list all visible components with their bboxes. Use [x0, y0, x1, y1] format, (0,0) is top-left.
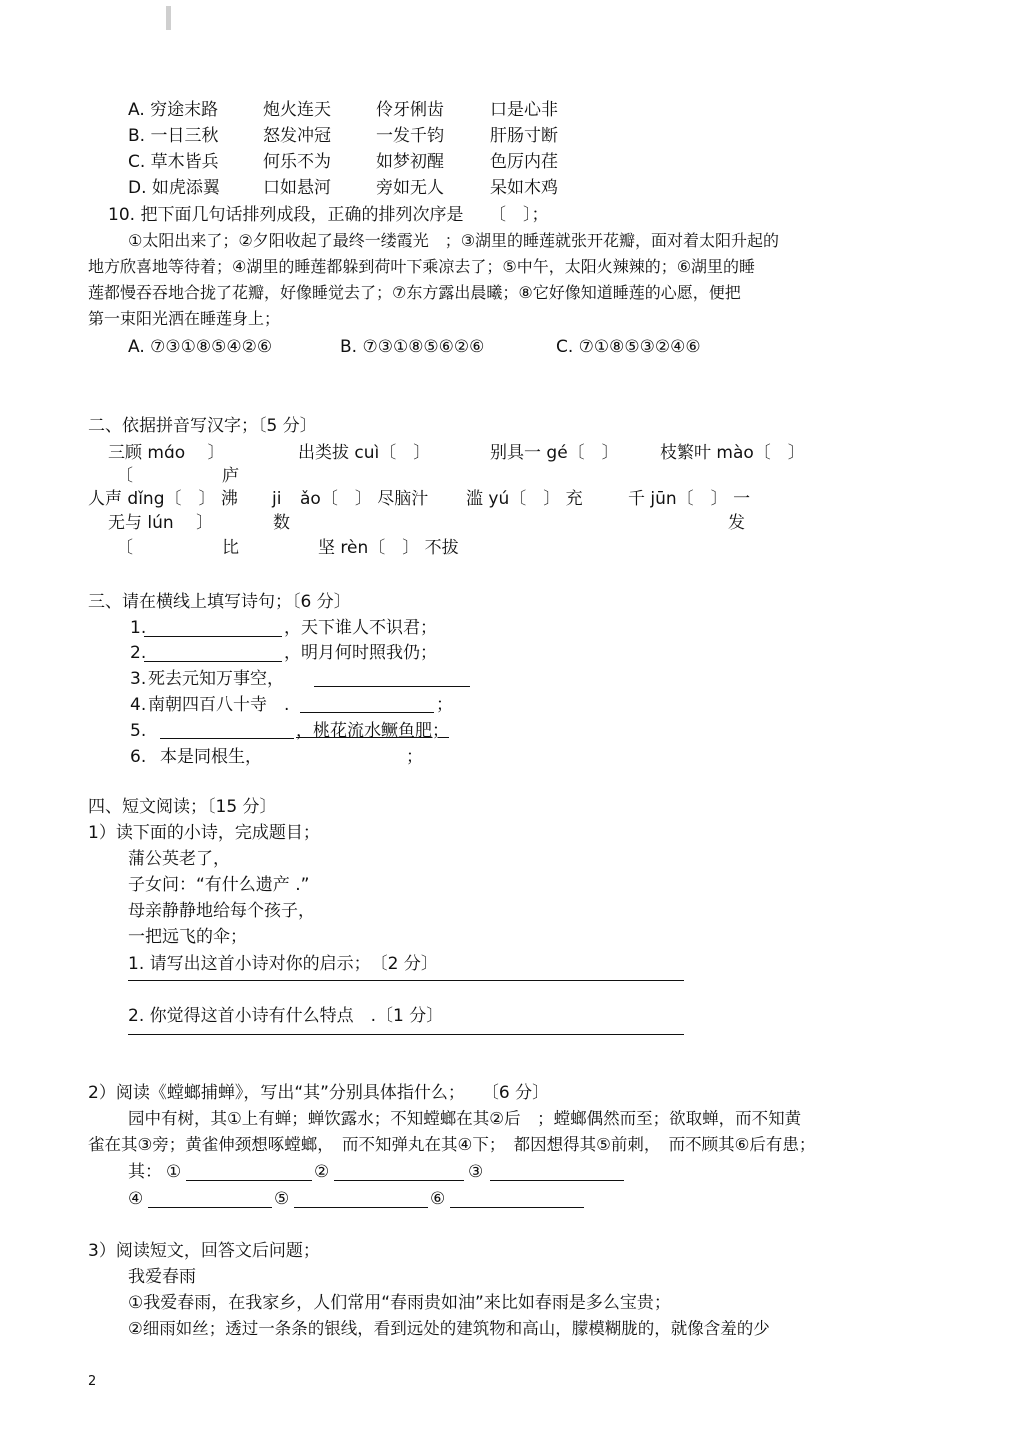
poem-item-text: ，明月何时照我仍； — [284, 643, 437, 663]
blank-number: ③ — [468, 1162, 484, 1182]
answer-blank[interactable] — [144, 661, 282, 662]
poem-line: 子女问：“有什么遗产 .” — [128, 875, 310, 895]
q9-option-d-item: 口如悬河 — [263, 178, 331, 198]
pinyin-fragment: 庐 — [222, 466, 239, 486]
poem-item-semicolon: ； — [436, 695, 453, 715]
q9-option-c-label: C. 草木皆兵 — [128, 152, 219, 172]
reading-2-line: 雀在其③旁；黄雀伸颈想啄螳螂， 而不知弹丸在其④下； 都因想得其⑤前刺， 而不顾其⑥后有患； — [88, 1135, 816, 1154]
poem-item-text: 南朝四百八十寺 . — [148, 695, 290, 715]
section2-heading: 二、依据拼音写汉字；〔5 分〕 — [88, 416, 317, 436]
pinyin-item: 别具一 gé〔 〕 — [490, 443, 619, 463]
q9-option-b-item: 一发千钧 — [376, 126, 444, 146]
q10-stem: 10. 把下面几句话排列成段，正确的排列次序是 〔 〕； — [108, 205, 549, 225]
q10-line: 地方欣喜地等待着；④湖里的睡莲都躲到荷叶下乘凉去了；⑤中午，太阳火辣辣的；⑥湖里的睡 — [88, 257, 756, 276]
essay-line: ②细雨如丝；透过一条条的银线，看到远处的建筑物和高山，朦模糊胧的，就像含羞的少 — [128, 1319, 770, 1338]
poem-item-semicolon: ； — [406, 747, 423, 767]
answer-blank[interactable] — [144, 636, 282, 637]
blank-number: ① — [166, 1162, 182, 1182]
poem-item-number: 1. — [130, 618, 147, 638]
pinyin-item: 滥 yú〔 〕 充 — [466, 489, 583, 509]
poem-item-number: 5. — [130, 721, 147, 741]
answer-line[interactable] — [128, 1034, 684, 1035]
q9-option-c-item: 色厉内荏 — [490, 152, 558, 172]
poem-item-number: 3. — [130, 669, 147, 689]
blank-number: ⑤ — [274, 1189, 290, 1209]
q9-option-a-item: 伶牙俐齿 — [376, 100, 444, 120]
poem-line: 母亲静静地给每个孩子， — [128, 901, 315, 921]
pinyin-fragment: 比 — [222, 538, 239, 558]
q9-option-b-item: 肝肠寸断 — [490, 126, 558, 146]
poem-item-text: ，天下谁人不识君； — [284, 618, 437, 638]
blank-number: ② — [314, 1162, 330, 1182]
pinyin-item: 三顾 mɑ́o 〕 — [108, 443, 225, 463]
poem-item-number: 6. — [130, 747, 147, 767]
poem-item-text: 死去元知万事空， — [148, 669, 284, 689]
essay-line: ①我爱春雨，在我家乡，人们常用“春雨贵如油”来比如春雨是多么宝贵； — [128, 1293, 671, 1313]
poem-line: 一把远飞的伞； — [128, 927, 247, 947]
reading-2-line: 园中有树，其①上有蝉；蝉饮露水；不知螳螂在其②后 ；螳螂偶然而至；欲取蝉，而不知黄 — [128, 1109, 802, 1128]
blank-number: ⑥ — [430, 1189, 446, 1209]
pinyin-item: 坚 rèn〔 〕 不拔 — [318, 538, 459, 558]
answer-blank[interactable] — [148, 1207, 272, 1208]
pinyin-fragment: ji — [272, 489, 282, 509]
reading-1-intro: 1）读下面的小诗，完成题目； — [88, 823, 320, 843]
section4-heading: 四、短文阅读；〔15 分〕 — [88, 797, 277, 817]
pinyin-fragment: 数 — [273, 513, 290, 533]
q9-option-a-label: A. 穷途末路 — [128, 100, 219, 120]
poem-item-number: 4. — [130, 695, 147, 715]
reading-2-intro: 2）阅读《螳螂捕蝉》，写出“其”分别具体指什么； 〔6 分〕 — [88, 1083, 550, 1103]
answer-blank[interactable] — [450, 1207, 584, 1208]
q9-option-d-item: 旁如无人 — [376, 178, 444, 198]
pinyin-item: 千 jūn〔 〕 一 — [628, 489, 751, 509]
q10-option-b: B. ⑦③①⑧⑤⑥②⑥ — [340, 337, 485, 357]
answer-line[interactable] — [128, 980, 684, 981]
reading-1-question-1: 1. 请写出这首小诗对你的启示； 〔2 分〕 — [128, 954, 438, 974]
poem-line: 蒲公英老了， — [128, 849, 230, 869]
q9-option-c-item: 如梦初醒 — [376, 152, 444, 172]
pinyin-fragment: 〔 — [116, 466, 133, 486]
poem-item-text: 本是同根生， — [160, 747, 262, 767]
poem-item-text: ，桃花流水鳜鱼肥； — [296, 721, 449, 741]
pinyin-fragment: 〔 — [116, 538, 133, 558]
q10-option-c: C. ⑦①⑧⑤③②④⑥ — [556, 337, 701, 357]
poem-item-number: 2. — [130, 643, 147, 663]
essay-title: 我爱春雨 — [128, 1267, 196, 1287]
q9-option-b-label: B. 一日三秋 — [128, 126, 219, 146]
answer-blank[interactable] — [160, 738, 294, 739]
q10-line: 第一束阳光洒在睡莲身上； — [88, 309, 281, 328]
q9-option-b-item: 怒发冲冠 — [263, 126, 331, 146]
q10-line: ①太阳出来了；②夕阳收起了最终一缕霞光 ；③湖里的睡莲就张开花瓣，面对着太阳升起的 — [128, 231, 780, 250]
q9-option-a-item: 口是心非 — [490, 100, 558, 120]
q9-option-a-item: 炮火连天 — [263, 100, 331, 120]
answer-blank[interactable] — [294, 1207, 428, 1208]
q9-option-d-label: D. 如虎添翼 — [128, 178, 220, 198]
q9-option-d-item: 呆如木鸡 — [490, 178, 558, 198]
q10-line: 莲都慢吞吞地合拢了花瓣，好像睡觉去了；⑦东方露出晨曦；⑧它好像知道睡莲的心愿，便把 — [88, 283, 741, 302]
answer-blank[interactable] — [300, 712, 434, 713]
blank-number: ④ — [128, 1189, 144, 1209]
blanks-label: 其： — [128, 1162, 162, 1182]
section3-heading: 三、请在横线上填写诗句；〔6 分〕 — [88, 592, 351, 612]
answer-blank[interactable] — [314, 686, 470, 687]
pinyin-item: 枝繁叶 mào〔 〕 — [660, 443, 805, 463]
pinyin-item: 无与 lún 〕 — [108, 513, 214, 533]
pinyin-fragment: 发 — [728, 513, 745, 533]
answer-blank[interactable] — [490, 1180, 624, 1181]
q9-option-c-item: 何乐不为 — [263, 152, 331, 172]
scan-mark — [166, 6, 171, 30]
reading-1-question-2: 2. 你觉得这首小诗有什么特点 .〔1 分〕 — [128, 1006, 444, 1026]
pinyin-item: 出类拔 cuì〔 〕 — [298, 443, 431, 463]
page-number: 2 — [88, 1374, 97, 1389]
pinyin-item: 人声 dǐng〔 〕 沸 — [88, 489, 238, 509]
reading-3-intro: 3）阅读短文，回答文后问题； — [88, 1241, 320, 1261]
q10-option-a: A. ⑦③①⑧⑤④②⑥ — [128, 337, 273, 357]
answer-blank[interactable] — [334, 1180, 464, 1181]
answer-blank[interactable] — [186, 1180, 312, 1181]
pinyin-item: ǎo〔 〕 尽脑汁 — [300, 489, 429, 509]
